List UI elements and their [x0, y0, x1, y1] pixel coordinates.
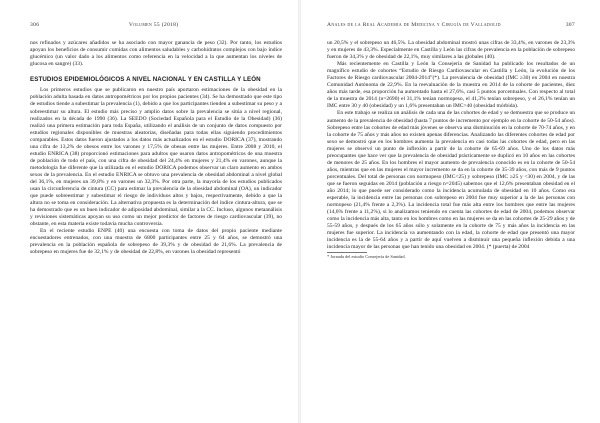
footnote: * Jornada del estudio Consejería de Sanidad. — [327, 254, 406, 260]
left-paragraph-2: Los primeros estudios que se publicaron en nuestro país aportaron estimaciones de la obesidad en la población adulta basada en datos antropométricos por los propios pacientes (34). Se ha demostrado que este tipo de estudios tiende a subestimar la prevalencia (1), debido a que los participantes tienden a subestimar su peso y a sobreestimar su altura. El estudio más preciso y amplio datos sobre la prevalencia se sitúa a nivel regional, realizados en la década de 1990 (36). La SEEDO (Sociedad Española para el Estudio de la Obesidad) (36) realizó una primera estimación para toda España, utilizando el análisis de un conjunto de datos compuesto por estudios regionales disponibles de muestras aleatorias, diseñadas para todas ellas siguiendo procedimientos comparables. Estos datos fueron ajustados a los datos más actualizados en el estudio DORICA (37), mostrando una cifra de 13,2% de obesos entre los varones y 17,5% de obesas entre las mujeres. Entre 2008 y 2010, el estudio ENRICA (38) proporcionó estimaciones para adultos que usaron datos antropométricos de una muestra de población de todo el país, con una cifra de obesidad del 24,4% en mujeres y 21,4% en varones, aunque la metodología fue diferente que la utilizada en el estudio DORICA podemos observar un claro aumento en ambos sexos de la prevalencia. En el estudio ENRICA se obtuvo una prevalencia de obesidad abdominal a nivel global del 36,1%, en mujeres un 39,8% y en varones un 32,3%. Por otra parte, la mayoría de los estudios publicados usan la circunferencia de cintura (CC) para estimar la prevalencia de la obesidad abdominal (OA), un indicador que puede sobreestimar y subestimar el riesgo de individuos altos y bajos, respectivamente, debido a que la altura no se toma en consideración. La alternativa propuesta es la determinación del índice cintura-altura, que se ha demostrado que es un buen indicador de adiposidad abdominal, similar a la CC. Incluso, algunos metaanálisis y revisiones sistemáticas apoyan su uso como un mejor predictor de factores de riesgo cardiovascular (39), no obstante, en esta materia existe todavía mucha controversia. — [30, 87, 282, 228]
book-gutter — [298, 0, 301, 423]
left-page-number: 306 — [30, 22, 40, 28]
footnote-rule — [327, 252, 367, 253]
right-paragraph-1: un 20,5% y el sobrepeso un 46,5%. La obesidad abdominal mostró unas cifras de 33,4%, en varones de 23,3% y en mujeres de 43,3%. Especialmente en Castilla y León las cifras de prevalencia en la población de sobrepeso fueron de 34,3% y de obesidad de 22,1%, muy similares a las globales (40). — [327, 40, 575, 61]
left-running-head: Volumen 55 (2018) — [128, 22, 179, 28]
left-body-text — [30, 40, 282, 257]
right-running-head: Anales de la Real Academia de Medicina y Cirugía de Valladolid — [327, 22, 501, 28]
right-page — [303, 0, 599, 423]
right-paragraph-3: En este trabajo se realiza un análisis de cada una de las cohortes de edad y se demuestra que se produce un aumento de la prevalencia de obesidad (hasta 7 puntos de incremento por ejemplo en la cohorte de 50-54 años). Sobrepeso entre las cohortes de edad más jóvenes se observa una disminución en la cohorte de 70-74 años, y en la cohorte de 75 años y más años no existen apenas diferencias. Analizando las diferentes cohortes de edad por sexo se demostró que en los hombres aumenta la prevalencia en casi todas las cohortes de edad, pero en las mujeres se observó un punto de inflexión a partir de la cohorte de 65-69 años. Uno de los datos más preocupantes que hace ver que la prevalencia de obesidad prácticamente se duplicó en 10 años en las cohortes de menores de 25 años. En los hombres el mayor aumento de prevalencia conocido es en la cohorte de 50-54 años, mientras que en las mujeres el mayor incremento se da en la cohorte de 35-39 años, con más de 9 puntos porcentuales. Del total de personas con normopeso (IMC<25) y sobrepeso (IMC ≥25 y <30) en 2004, y de las que se fueron seguidas en 2014 (población a riesgo n=2045) sabemos que el 12,6% presentaban obesidad en el año 2014; lo que puede ser considerado como la incidencia acumulada de obesidad en 10 años. Como era esperable, la incidencia entre las personas con sobrepeso en 2004 fue muy superior a la de las personas con normopeso (21,4% frente a 2,3%). La incidencia total fue más alta entre los hombres que entre las mujeres (14,6% frente a 11,2%), si lo analizamos teniendo en cuenta las cohortes de edad de 2004, podemos observar como la incidencia más alta, tanto en los hombres como en las mujeres se da en las cohortes de 25-29 años y de 55-59 años, y después de los 65 años sólo y solamente en la cohorte de 75 y más años la incidencia en las mujeres fue superior. La incidencia va aumentando con la edad, la cohorte de edad que presentó una mayor incidencia es la de 55-64 años y a partir de aquí vuelven a disminuir una pequeña inflexión debida a una incidencia mayor de las personas que han tenido una obesidad en 2004. (* (puerta) de 2004 — [327, 110, 575, 251]
right-body-text — [327, 40, 575, 260]
section-heading: ESTUDIOS EPIDEMIOLÓGICOS A NIVEL NACIONAL Y EN CASTILLA Y LEÓN — [30, 76, 261, 84]
left-page — [0, 0, 296, 423]
left-paragraph-1: nos refinados y azúcares añadidos se ha asociado con mayor ganancia de peso (32). Por tanto, los estudios apoyan los beneficios de consumir comidas con alimentos saludables y carbohidratos complejos con bajo índice glucémico (un valor dado a los alimentos como referencia en la velocidad a la que aumentan los niveles de glucosa en sangre) (33). — [30, 40, 282, 68]
right-page-header — [327, 22, 575, 28]
left-paragraph-3: En el reciente estudio ENPE (40) una encuesta con toma de datos del propio paciente mediante encuestadores entrenados, con una muestra de 6800 participantes entre 25 y 64 años, se demostró una prevalencia en la población española de sobrepeso de 39,3% y de obesidad de 21,6%. La prevalencia de sobrepeso en mujeres fue de 32,1% y de obesidad de 22,8%, en varones la obesidad representó — [30, 228, 282, 256]
left-page-header — [30, 22, 282, 28]
right-paragraph-2: Más recientemente en Castilla y León la Consejería de Sanidad ha publicado los resultados de un magnífico estudio de cohortes “Estudio de Riesgo Cardiovascular en Castilla y León, la evolución de los Factores de Riesgo cardiovascular 2004-2014”(*). La prevalencia de obesidad (IMC ≥30) en 2004 en nuestra Comunidad Autónoma de 22,9%. En la reevaluación de la muestra en 2014 de la cohorte de pacientes, diez años más tarde, esa proporción ha aumentado hasta el 27,6%, casi 5 puntos porcentuales. Con respecto al total de la muestra de 2014 (n=2690) el 31,1% tenían normopeso, el 41,3% tenían sobrepeso, y el 26,1% tenían un IMC entre 30 y 40 (obesidad) y un 1,6% presentaban un IMC>40 (obesidad mórbida). — [327, 61, 575, 110]
right-page-number: 307 — [565, 22, 575, 28]
